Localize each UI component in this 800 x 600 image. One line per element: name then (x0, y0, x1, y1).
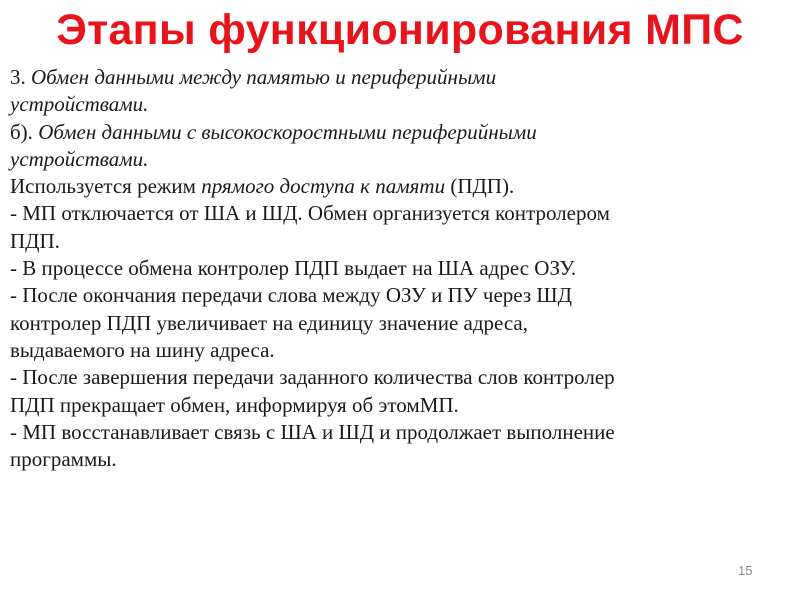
italic-text: прямого доступа к памяти (201, 174, 446, 199)
body-line (10, 119, 795, 146)
body-line: ПДП. (10, 228, 60, 253)
item-number: б). (10, 119, 39, 144)
body-line: - После завершения передачи заданного количества слов контролер (10, 365, 615, 390)
italic-text: Обмен данными с высокоскоростными периферийными (38, 119, 537, 144)
slide-title: Этапы функционирования МПС (56, 6, 744, 54)
body-line: контролер ПДП увеличивает на единицу значение адреса, (10, 310, 529, 335)
body-line: устройствами. (10, 92, 149, 117)
body-line (10, 173, 795, 200)
body-line: - После окончания передачи слова между ОЗУ и ПУ через ШД (10, 283, 572, 308)
body-line: - В процессе обмена контролер ПДП выдает на ША адрес ОЗУ. (10, 256, 577, 281)
item-number: 3. (10, 65, 31, 89)
body-line: устройствами. (10, 146, 149, 171)
body-line: - МП отключается от ША и ШД. Обмен организуется контролером (10, 201, 610, 226)
body-line: - МП восстанавливает связь с ША и ШД и продолжает выполнение (10, 419, 615, 444)
body-line: программы. (10, 447, 117, 472)
body-line: выдаваемого на шину адреса. (10, 337, 275, 362)
body-line: ПДП прекращает обмен, информируя об этомМП. (10, 392, 459, 417)
slide-body (10, 64, 795, 473)
text-segment: Используется режим (10, 174, 202, 199)
page-number: 15 (738, 563, 753, 578)
text-segment: (ПДП). (445, 174, 515, 199)
italic-text: Обмен данными между памятью и периферийными (31, 65, 497, 89)
body-line (10, 64, 795, 91)
